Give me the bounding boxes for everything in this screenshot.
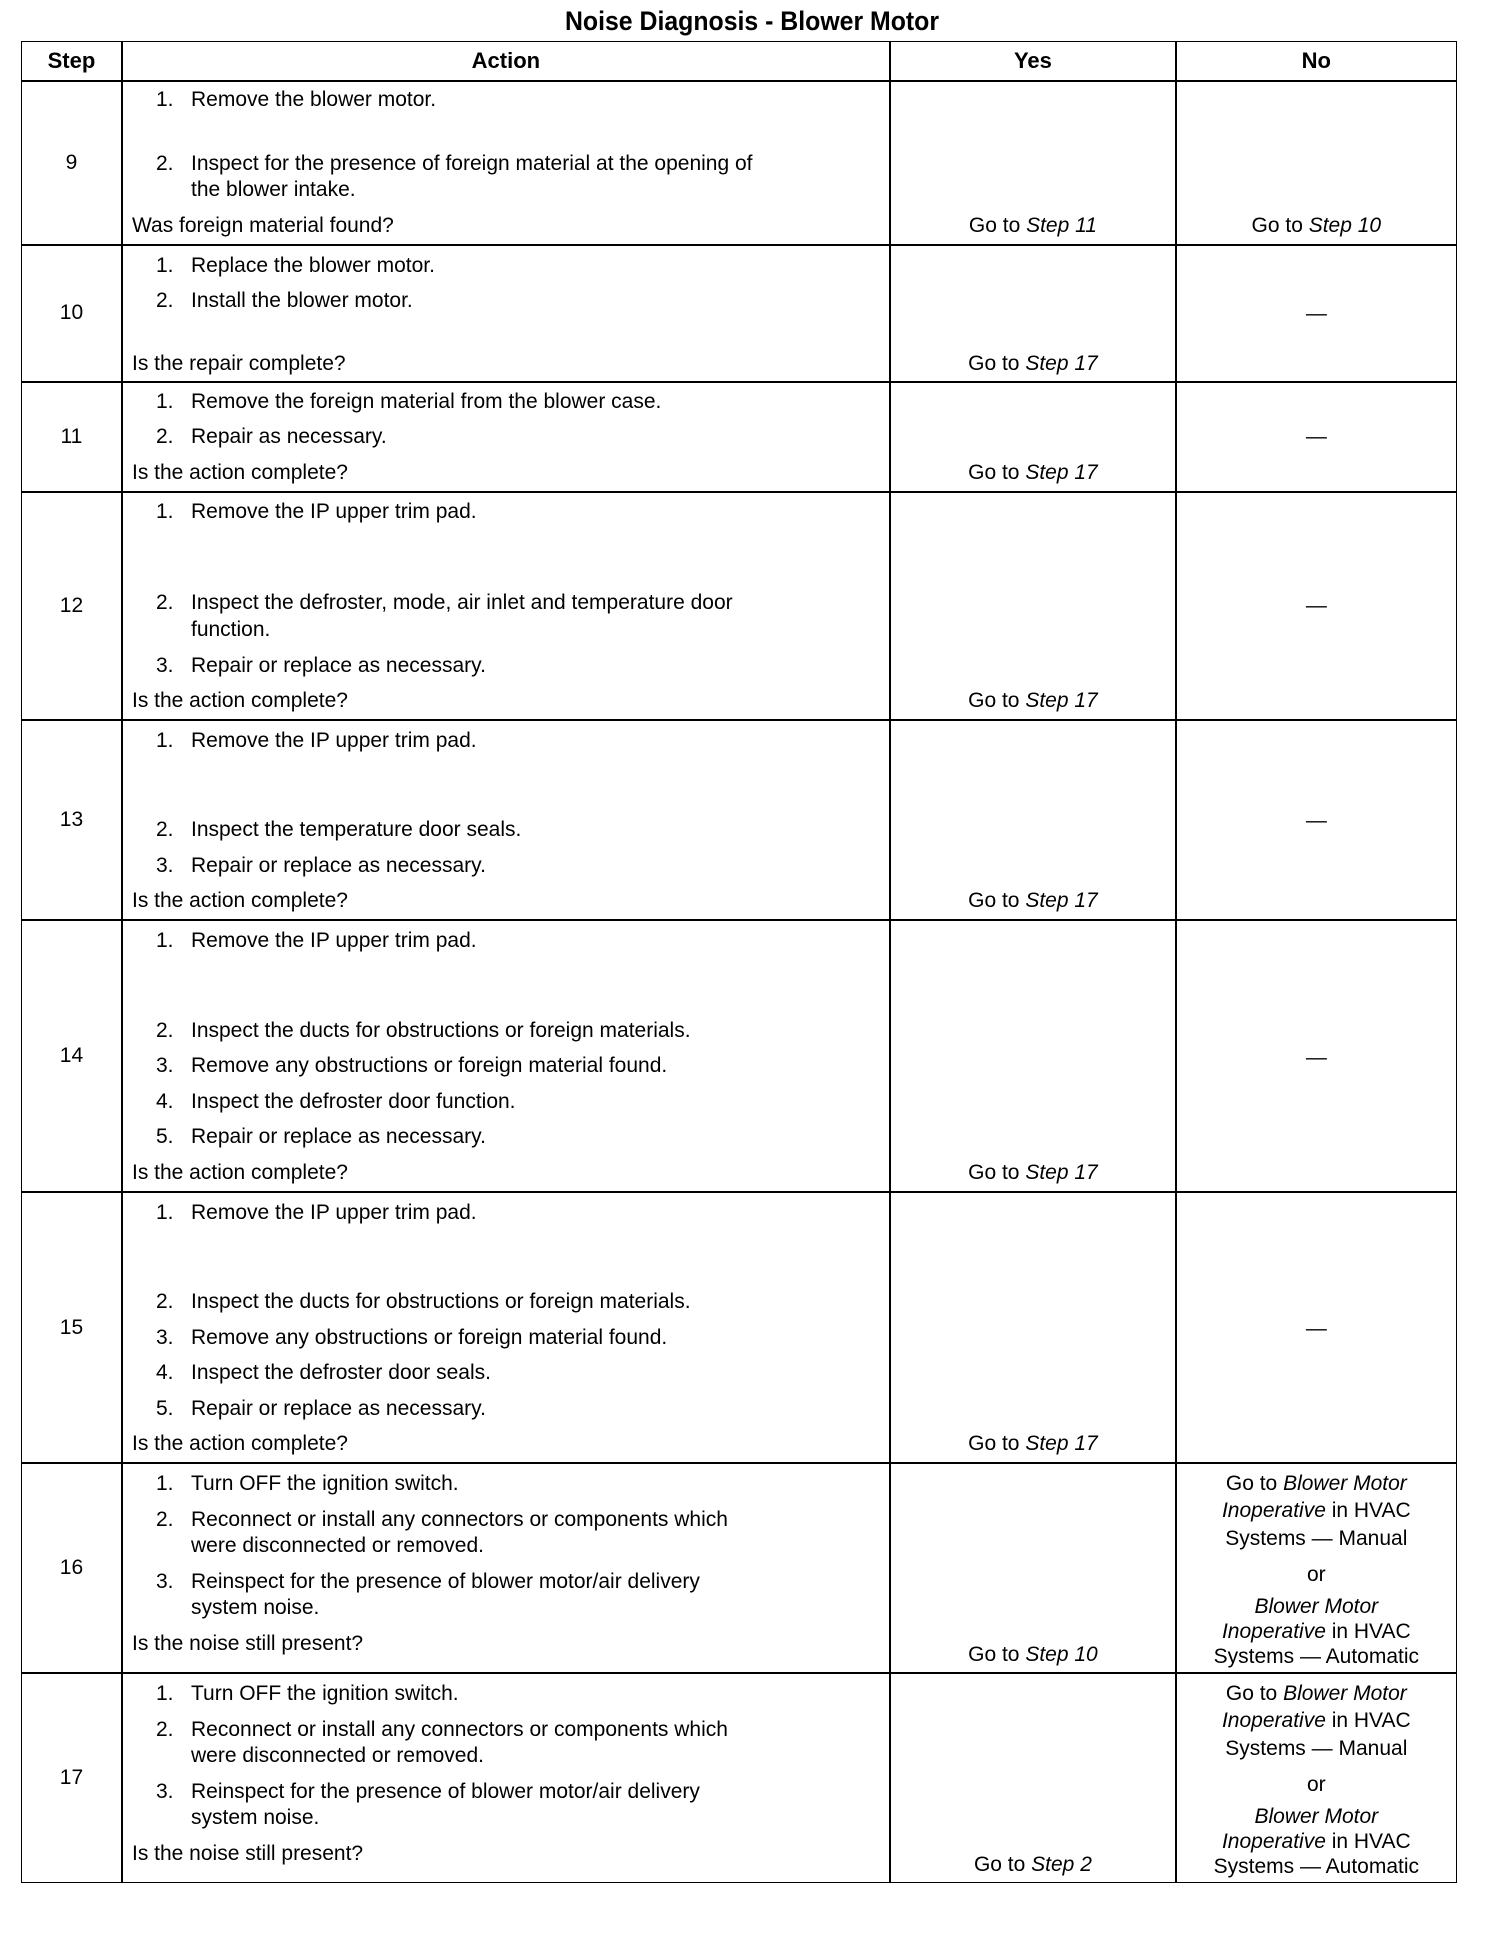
step-item-number: 2. — [155, 425, 174, 449]
no-result — [1177, 1619, 1456, 1645]
step-item-text: Inspect for the presence of foreign material at the opening of — [190, 151, 753, 175]
step-item-text: Inspect the ducts for obstructions or foreign materials. — [190, 1290, 691, 1314]
step-number: 9 — [65, 150, 78, 174]
yes-cell — [890, 920, 1176, 1192]
step-item-text: Repair or replace as necessary. — [190, 653, 486, 677]
reference-text: Go to — [968, 461, 1026, 485]
yes-cell — [890, 1673, 1176, 1883]
step-item-number: 3. — [155, 1054, 174, 1078]
step-item-number: 1. — [155, 1681, 174, 1705]
yes-result — [891, 1160, 1175, 1186]
reference-text: Go to — [973, 1853, 1032, 1877]
step-number: 11 — [60, 424, 83, 448]
step-item-number: 5. — [155, 1397, 174, 1421]
step-cell — [21, 1463, 122, 1673]
cross-reference-text: Step 17 — [1025, 888, 1098, 912]
step-item-number: 4. — [155, 1361, 174, 1385]
step-item-number: 3. — [155, 1570, 174, 1594]
yes-result — [891, 213, 1175, 239]
reference-text: in HVAC — [1325, 1709, 1411, 1733]
no-result — [1177, 808, 1456, 834]
no-result — [1177, 1829, 1456, 1855]
cross-reference-text: Inoperative — [1221, 1709, 1326, 1733]
step-item-number: 1. — [155, 88, 174, 112]
step-item-number: 4. — [155, 1090, 174, 1114]
no-result — [1177, 1594, 1456, 1620]
step-question: Is the action complete? — [131, 1161, 348, 1185]
no-cell — [1176, 720, 1457, 920]
reference-text: — — [1305, 1316, 1327, 1340]
no-cell — [1176, 245, 1457, 382]
reference-text: Go to — [968, 213, 1027, 237]
no-result — [1177, 424, 1456, 450]
reference-text: Go to — [1225, 1471, 1284, 1495]
header-step — [21, 41, 122, 81]
reference-text: — — [1305, 1045, 1327, 1069]
no-cell — [1176, 81, 1457, 245]
no-cell — [1176, 492, 1457, 719]
reference-text: — — [1305, 425, 1327, 449]
yes-result — [891, 460, 1175, 486]
cross-reference-text: Step 17 — [1025, 1432, 1098, 1456]
step-question: Is the action complete? — [131, 461, 348, 485]
step-question: Is the noise still present? — [131, 1842, 364, 1866]
reference-text: in HVAC — [1325, 1829, 1411, 1853]
no-result — [1177, 301, 1456, 327]
header-no-label: No — [1301, 47, 1331, 73]
step-item-number: 1. — [155, 728, 174, 752]
no-result — [1177, 1854, 1456, 1880]
reference-text: Go to — [968, 888, 1026, 912]
yes-cell — [890, 245, 1176, 382]
step-cell — [21, 1192, 122, 1463]
step-item-number: 2. — [155, 1507, 174, 1531]
step-item-number: 3. — [155, 1326, 174, 1350]
yes-result — [891, 688, 1175, 714]
step-cell — [21, 382, 122, 493]
header-yes — [890, 41, 1176, 81]
step-item-text: Inspect the defroster, mode, air inlet and temperature door — [190, 590, 733, 614]
step-item-number: 2. — [155, 288, 174, 312]
step-item-text: Replace the blower motor. — [190, 253, 435, 277]
step-item-text: Remove any obstructions or foreign material found. — [190, 1054, 668, 1078]
step-item-text: Repair or replace as necessary. — [190, 1125, 486, 1149]
no-cell — [1176, 1673, 1457, 1883]
no-cell — [1176, 382, 1457, 493]
cross-reference-text: Step 11 — [1026, 213, 1097, 237]
step-item-number: 3. — [155, 854, 174, 878]
cross-reference-text: Blower Motor — [1254, 1805, 1379, 1828]
step-cell — [21, 245, 122, 382]
step-cell — [21, 1673, 122, 1883]
no-result — [1177, 1562, 1456, 1588]
header-no — [1176, 41, 1457, 81]
action-cell — [122, 1463, 890, 1673]
step-item-text: Remove any obstructions or foreign material found. — [190, 1326, 668, 1350]
reference-text: Go to — [968, 1432, 1026, 1456]
no-cell — [1176, 1192, 1457, 1463]
step-item-number: 1. — [155, 1200, 174, 1224]
no-cell — [1176, 1463, 1457, 1673]
reference-text: Go to — [968, 351, 1026, 375]
no-result — [1177, 1644, 1456, 1670]
step-item-text: Remove the IP upper trim pad. — [190, 499, 477, 523]
step-item-text: Inspect the defroster door seals. — [190, 1361, 491, 1385]
header-yes-label: Yes — [1013, 47, 1052, 73]
step-item-text: system noise. — [190, 1806, 320, 1830]
reference-text: Systems — Manual — [1225, 1526, 1408, 1550]
no-result — [1177, 1681, 1456, 1707]
step-question: Is the action complete? — [131, 888, 348, 912]
step-item-text: Repair or replace as necessary. — [190, 854, 486, 878]
step-number: 16 — [59, 1556, 84, 1580]
step-number: 14 — [59, 1043, 84, 1067]
cross-reference-text: Step 10 — [1308, 213, 1382, 237]
reference-text: Systems — Automatic — [1213, 1854, 1420, 1878]
cross-reference-text: Step 17 — [1025, 461, 1098, 485]
no-result — [1177, 1772, 1456, 1798]
step-item-number: 2. — [155, 590, 174, 614]
step-item-number: 3. — [155, 1780, 174, 1804]
reference-text: Go to — [1251, 213, 1309, 237]
step-item-text: Repair or replace as necessary. — [190, 1397, 486, 1421]
yes-cell — [890, 1463, 1176, 1673]
step-item-number: 2. — [155, 818, 174, 842]
step-number: 13 — [59, 807, 84, 831]
cross-reference-text: Inoperative — [1221, 1499, 1326, 1523]
step-item-text: Reinspect for the presence of blower motor/air delivery — [190, 1570, 700, 1594]
no-result — [1177, 1736, 1456, 1762]
step-item-number: 3. — [155, 653, 174, 677]
reference-text: Systems — Automatic — [1213, 1644, 1420, 1668]
cross-reference-text: Step 17 — [1025, 351, 1098, 375]
yes-result — [891, 1642, 1175, 1668]
reference-text: — — [1305, 302, 1327, 326]
reference-text: Go to — [968, 1643, 1026, 1667]
step-item-text: Turn OFF the ignition switch. — [190, 1471, 459, 1495]
reference-text: in HVAC — [1325, 1499, 1411, 1523]
no-result — [1177, 1498, 1456, 1524]
cross-reference-text: Blower Motor — [1283, 1471, 1407, 1495]
step-cell — [21, 492, 122, 719]
no-result — [1177, 593, 1456, 619]
step-item-text: Inspect the ducts for obstructions or foreign materials. — [190, 1019, 691, 1043]
step-item-number: 2. — [155, 1717, 174, 1741]
step-item-text: Reinspect for the presence of blower motor/air delivery — [190, 1780, 700, 1804]
step-cell — [21, 81, 122, 245]
step-cell — [21, 920, 122, 1192]
cross-reference-text: Inoperative — [1221, 1619, 1326, 1643]
no-result — [1177, 1708, 1456, 1734]
step-item-text: system noise. — [190, 1596, 320, 1620]
step-question: Was foreign material found? — [131, 213, 394, 237]
no-result — [1177, 213, 1456, 239]
reference-text: Go to — [1225, 1681, 1284, 1705]
header-action-label: Action — [471, 47, 541, 73]
cross-reference-text: Step 17 — [1025, 1161, 1098, 1185]
reference-text: or — [1306, 1772, 1326, 1796]
yes-result — [891, 888, 1175, 914]
step-item-number: 1. — [155, 499, 174, 523]
step-item-text: were disconnected or removed. — [190, 1534, 484, 1558]
reference-text: in HVAC — [1325, 1619, 1411, 1643]
no-result — [1177, 1471, 1456, 1497]
header-step-label: Step — [47, 47, 96, 73]
yes-result — [891, 1852, 1175, 1878]
action-cell — [122, 1192, 890, 1463]
reference-text: Systems — Manual — [1225, 1736, 1408, 1760]
step-question: Is the action complete? — [131, 688, 348, 712]
action-cell — [122, 1673, 890, 1883]
step-item-number: 1. — [155, 253, 174, 277]
step-item-text: Install the blower motor. — [190, 288, 413, 312]
step-item-text: Remove the blower motor. — [190, 88, 437, 112]
reference-text: — — [1305, 594, 1327, 618]
step-cell — [21, 720, 122, 920]
step-item-text: Remove the IP upper trim pad. — [190, 728, 477, 752]
step-item-text: Remove the foreign material from the blower case. — [190, 390, 662, 414]
yes-cell — [890, 1192, 1176, 1463]
step-number: 10 — [59, 301, 84, 325]
action-cell — [122, 720, 890, 920]
step-item-text: Reconnect or install any connectors or components which — [190, 1717, 728, 1741]
step-item-text: the blower intake. — [190, 177, 356, 201]
action-cell — [122, 245, 890, 382]
step-item-text: Repair as necessary. — [190, 425, 387, 449]
step-item-number: 2. — [155, 1019, 174, 1043]
yes-cell — [890, 492, 1176, 719]
step-number: 17 — [59, 1766, 84, 1790]
action-cell — [122, 492, 890, 719]
step-item-number: 2. — [155, 151, 174, 175]
yes-cell — [890, 720, 1176, 920]
reference-text: — — [1305, 809, 1327, 833]
no-result — [1177, 1316, 1456, 1342]
step-item-text: Turn OFF the ignition switch. — [190, 1681, 459, 1705]
action-cell — [122, 81, 890, 245]
action-cell — [122, 382, 890, 493]
cross-reference-text: Step 10 — [1025, 1643, 1098, 1667]
reference-text: Go to — [968, 1161, 1026, 1185]
step-item-number: 1. — [155, 1471, 174, 1495]
reference-text: or — [1306, 1562, 1326, 1586]
step-item-text: Inspect the defroster door function. — [190, 1090, 516, 1114]
no-result — [1177, 1526, 1456, 1552]
step-question: Is the repair complete? — [131, 351, 346, 375]
action-cell — [122, 920, 890, 1192]
step-item-text: Remove the IP upper trim pad. — [190, 928, 477, 952]
no-cell — [1176, 920, 1457, 1192]
yes-cell — [890, 81, 1176, 245]
step-item-number: 2. — [155, 1290, 174, 1314]
step-number: 15 — [59, 1315, 84, 1339]
step-item-number: 1. — [155, 928, 174, 952]
step-number: 12 — [59, 593, 84, 617]
cross-reference-text: Blower Motor — [1254, 1594, 1379, 1618]
yes-cell — [890, 382, 1176, 493]
step-item-text: were disconnected or removed. — [190, 1744, 484, 1768]
yes-result — [891, 1431, 1175, 1457]
step-item-number: 5. — [155, 1125, 174, 1149]
no-result — [1177, 1804, 1456, 1830]
step-item-text: function. — [190, 617, 271, 641]
page-title: Noise Diagnosis - Blower Motor — [564, 6, 940, 36]
step-question: Is the noise still present? — [131, 1632, 364, 1656]
cross-reference-text: Inoperative — [1221, 1829, 1326, 1853]
cross-reference-text: Step 2 — [1031, 1853, 1092, 1877]
no-result — [1177, 1045, 1456, 1071]
cross-reference-text: Blower Motor — [1283, 1681, 1407, 1705]
yes-result — [891, 351, 1175, 377]
header-action — [122, 41, 890, 81]
step-item-text: Remove the IP upper trim pad. — [190, 1200, 477, 1224]
step-question: Is the action complete? — [131, 1432, 348, 1456]
step-item-text: Inspect the temperature door seals. — [190, 818, 522, 842]
cross-reference-text: Step 17 — [1025, 688, 1098, 712]
step-item-number: 1. — [155, 390, 174, 414]
step-item-text: Reconnect or install any connectors or components which — [190, 1507, 728, 1531]
reference-text: Go to — [968, 688, 1026, 712]
